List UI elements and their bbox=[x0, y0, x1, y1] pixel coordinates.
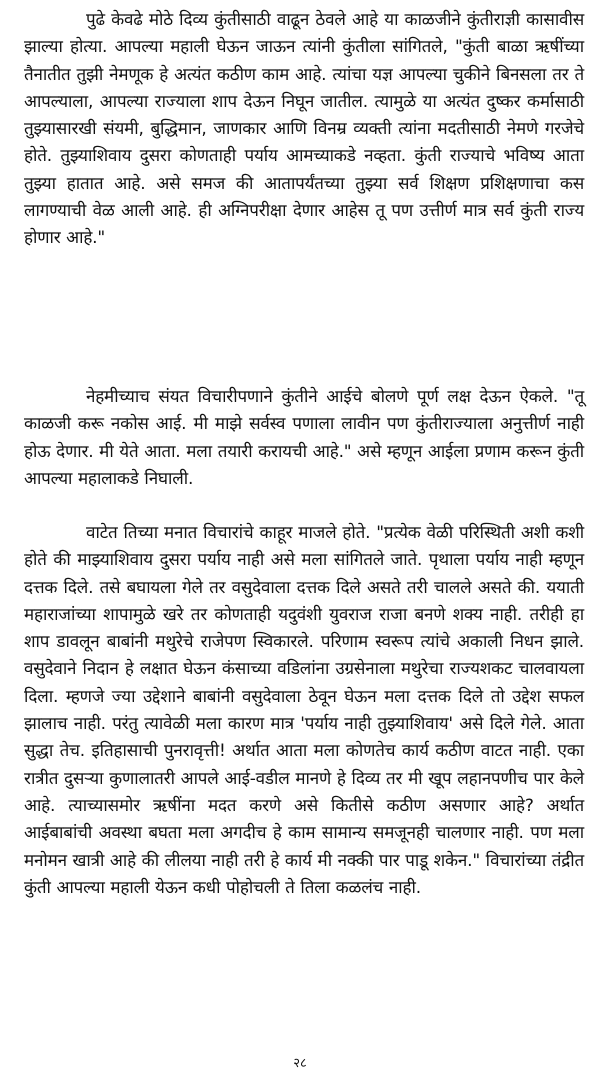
paragraph-2: नेहमीच्याच संयत विचारीपणाने कुंतीने आईचे बोलणे पूर्ण लक्ष देऊन ऐकले. "तू काळजी करू नकोस आई. मी माझे सर्वस्व पणाला लावीन पण कुंतीराज्याला अनुत्तीर्ण नाही होऊ देणार. मी येते आता. मला तयारी करायची आहे." असे म्हणून आईला प्रणाम करून कुंती आपल्या महालाकडे निघाली. bbox=[24, 387, 584, 489]
paragraph-1: पुढे केवढे मोठे दिव्य कुंतीसाठी वाढून ठेवले आहे या काळजीने कुंतीराज्ञी कासावीस झाल्या होत्या. आपल्या महाली घेऊन जाऊन त्यांनी कुंतीला सांगितले, "कुंती बाळा ऋषींच्या तैनातीत तुझी नेमणूक हे अत्यंत कठीण काम आहे. त्यांचा यज्ञ आपल्या चुकीने बिनसला तर ते आपल्याला, आपल्या राज्याला शाप देऊन निघून जातील. त्यामुळे या अत्यंत दुष्कर कर्मासाठी तुझ्यासारखी संयमी, बुद्धिमान, जाणकार आणि विनम्र व्यक्ती त्यांना मदतीसाठी नेमणे गरजेचे होते. तुझ्याशिवाय दुसरा कोणताही पर्याय आमच्याकडे नव्हता. कुंती राज्याचे भविष्य आता तुझ्या हातात आहे. असे समज की आतापर्यंतच्या तुझ्या सर्व शिक्षण प्रशिक्षणाचा कस लागण्याची वेळ आली आहे. ही अग्निपरीक्षा देणार आहेस तू पण उत्तीर्ण मात्र सर्व कुंती राज्य होणार आहे." bbox=[24, 10, 584, 249]
paragraph-3: वाटेत तिच्या मनात विचारांचे काहूर माजले होते. "प्रत्येक वेळी परिस्थिती अशी कशी होते की माझ्याशिवाय दुसरा पर्याय नाही असे मला सांगितले जाते. पृथाला पर्याय नाही म्हणून दत्तक दिले. तसे बघायला गेले तर वसुदेवाला दत्तक दिले असते तरी चालले असते की. ययाती महाराजांच्या शापामुळे खरे तर कोणताही यदुवंशी युवराज राजा बनणे शक्य नाही. तरीही हा शाप डावलून बाबांनी मथुरेचे राजेपण स्विकारले. परिणाम स्वरूप त्यांचे अकाली निधन झाले. वसुदेवाने निदान हे लक्षात घेऊन कंसाच्या वडिलांना उग्रसेनाला मथुरेचा राज्यशकट चालवायला दिला. म्हणजे ज्या उद्देशाने बाबांनी वसुदेवाला ठेवून घेऊन मला दत्तक दिले तो उद्देश सफल झालाच नाही. परंतु त्यावेळी मला कारण मात्र 'पर्याय नाही तुझ्याशिवाय' असे दिले गेले. आता सुद्धा तेच. इतिहासाची पुनरावृत्ती! अर्थात आता मला कोणतेच कार्य कठीण वाटत नाही. एका रात्रीत दुसऱ्या कुणालातरी आपले आई-वडील मानणे हे दिव्य तर मी खूप लहानपणीच पार केले आहे. त्याच्यासमोर ऋषींना मदत करणे असे कितीसे कठीण असणार आहे? अर्थात आईबाबांची अवस्था बघता मला अगदीच हे काम सामान्य समजूनही चालणार नाही. पण मला मनोमन खात्री आहे की लीलया नाही तरी हे कार्य मी नक्की पार पाडू शकेन." विचारांच्या तंद्रीत कुंती आपल्या महाली येऊन कधी पोहोचली ते तिला कळलंच नाही. bbox=[24, 523, 584, 898]
page-number: २८ bbox=[293, 1056, 307, 1071]
